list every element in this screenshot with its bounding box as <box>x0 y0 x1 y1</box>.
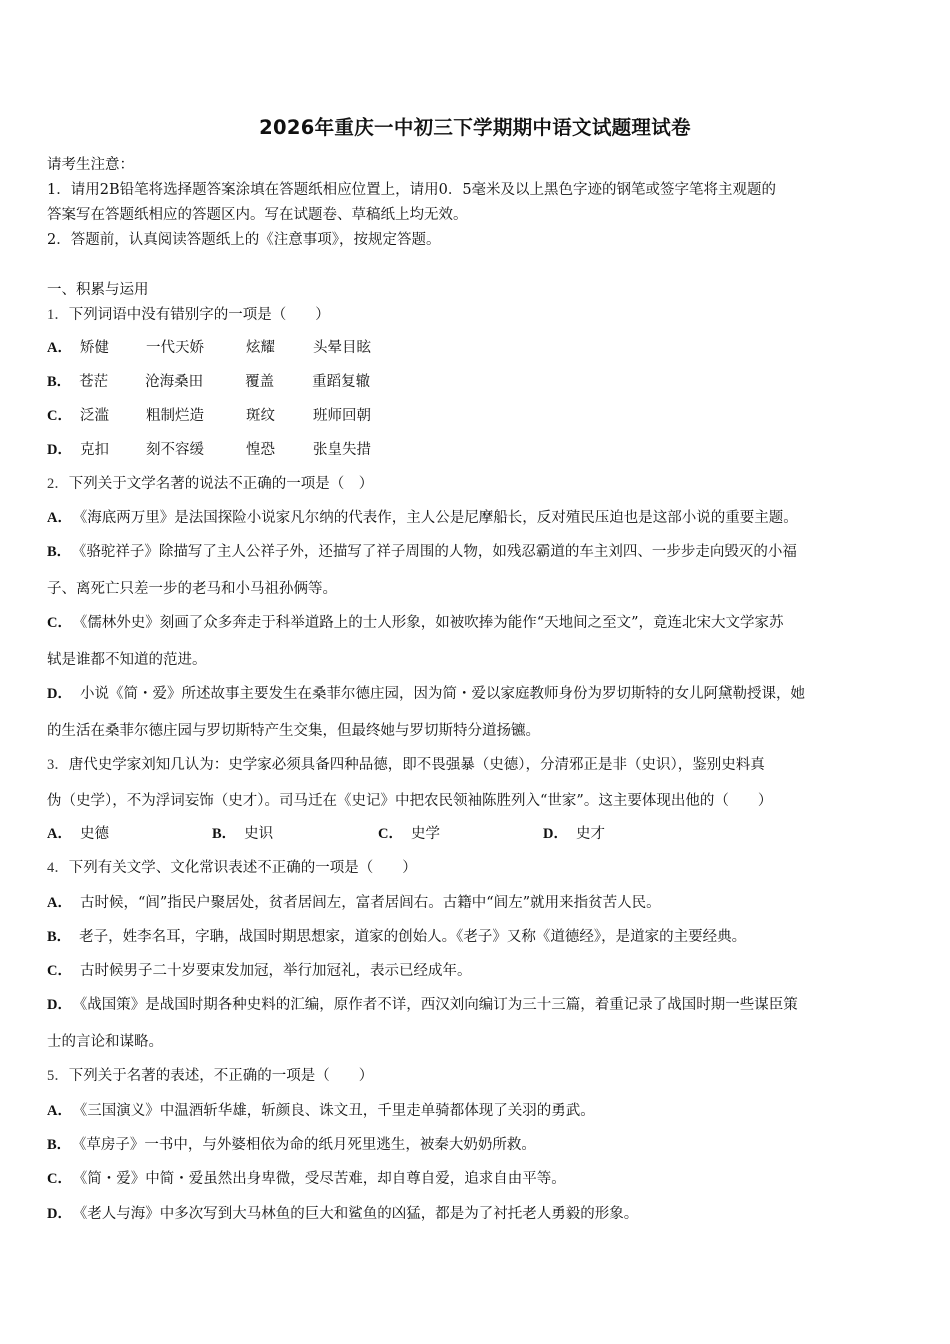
option-text: 《老人与海》中多次写到大马林鱼的巨大和鲨鱼的凶猛，都是为了衬托老人勇毅的形象。 <box>79 1206 639 1222</box>
option-text: 《三国演义》中温酒斩华雄，斩颜良、诛文丑，千里走单骑都体现了关羽的勇武。 <box>79 1103 595 1119</box>
q3-option-b <box>212 822 273 843</box>
section-heading: 一、积累与运用 <box>47 282 149 298</box>
q3-option-d <box>543 822 605 843</box>
option-label: D． <box>47 442 72 458</box>
option-text: 《骆驼祥子》除描写了主人公祥子外，还描写了祥子周围的人物，如残忍霸道的车主刘四、一步步走向毁灭的小福 <box>79 544 797 560</box>
q2-option-c-cont: 轼是谁都不知道的范进。 <box>47 652 207 668</box>
q4-option-d <box>47 993 798 1014</box>
question-text: 下列有关文学、文化常识表述不正确的一项是（ ） <box>68 860 417 876</box>
option-text: 《海底两万里》是法国探险小说家凡尔纳的代表作，主人公是尼摩船长，反对殖民压迫也是这部小说的重要主题。 <box>79 510 798 526</box>
option-word: 刻不容缓 <box>145 442 204 458</box>
question-text: 唐代史学家刘知几认为：史学家必须具备四种品德，即不畏强暴（史德），分清邪正是非（史识），鉴别史料真 <box>68 757 765 773</box>
option-word: 矫健 <box>79 340 109 356</box>
option-label: C． <box>47 408 72 424</box>
question-text: 下列关于文学名著的说法不正确的一项是（ ） <box>68 476 374 492</box>
q3-option-c <box>378 822 440 843</box>
q1-option-c <box>47 404 371 425</box>
page-title: 2026年重庆一中初三下学期期中语文试题理试卷 <box>259 116 691 139</box>
q5-option-a <box>47 1099 595 1120</box>
question-3-stem <box>47 753 765 774</box>
option-label: D． <box>47 686 72 702</box>
option-text: 古时候，“闾”指民户聚居处，贫者居闾左，富者居闾右。古籍中“闾左”就用来指贫苦人民。 <box>79 895 661 911</box>
question-text: 下列关于名著的表述，不正确的一项是（ ） <box>68 1068 374 1084</box>
option-label: D． <box>47 1206 72 1222</box>
option-text: 史学 <box>410 826 440 842</box>
option-word: 重蹈复辙 <box>312 374 371 390</box>
notice-line-1b: 答案写在答题纸相应的答题区内。写在试题卷、草稿纸上均无效。 <box>47 207 468 223</box>
question-5-stem <box>47 1064 373 1085</box>
option-text: 老子，姓李名耳，字聃，战国时期思想家，道家的创始人。《老子》又称《道德经》，是道家的主要经典。 <box>79 929 747 945</box>
question-2-stem <box>47 472 373 493</box>
question-4-stem <box>47 856 417 877</box>
option-text: 《草房子》一书中，与外婆相依为命的纸月死里逃生，被秦大奶奶所救。 <box>79 1137 536 1153</box>
option-word: 沧海桑田 <box>145 374 204 390</box>
question-number: 5． <box>47 1068 69 1084</box>
option-label: D． <box>47 997 72 1013</box>
option-word: 苍茫 <box>79 374 109 390</box>
option-text: 古时候男子二十岁要束发加冠，举行加冠礼，表示已经成年。 <box>79 963 472 979</box>
q5-option-c <box>47 1167 566 1188</box>
question-number: 2． <box>47 476 69 492</box>
option-label: C． <box>47 615 72 631</box>
option-text: 史才 <box>575 826 605 842</box>
question-number: 4． <box>47 860 69 876</box>
option-word: 张皇失措 <box>312 442 371 458</box>
option-label: B． <box>47 929 72 945</box>
option-text: 小说《简・爱》所述故事主要发生在桑菲尔德庄园，因为简・爱以家庭教师身份为罗切斯特的女儿阿黛勒授课，她 <box>79 686 805 702</box>
q4-option-d-cont: 士的言论和谋略。 <box>47 1034 163 1050</box>
option-label: B． <box>212 826 237 842</box>
q2-option-d <box>47 682 805 703</box>
question-number: 3． <box>47 757 69 773</box>
option-label: A． <box>47 340 72 356</box>
option-label: A． <box>47 510 72 526</box>
q2-option-c <box>47 611 784 632</box>
option-word: 炫耀 <box>245 340 275 356</box>
q3-option-a <box>47 822 109 843</box>
q4-option-a <box>47 891 661 912</box>
option-label: A． <box>47 826 72 842</box>
option-word: 泛滥 <box>79 408 109 424</box>
q2-option-b-cont: 子、离死亡只差一步的老马和小马祖孙俩等。 <box>47 581 337 597</box>
option-word: 覆盖 <box>245 374 275 390</box>
q4-option-c <box>47 959 471 980</box>
q1-option-a <box>47 336 371 357</box>
question-text: 下列词语中没有错别字的一项是（ ） <box>68 307 330 323</box>
q2-option-a <box>47 506 798 527</box>
option-label: A． <box>47 895 72 911</box>
option-text: 《战国策》是战国时期各种史料的汇编，原作者不详，西汉刘向编订为三十三篇，着重记录了战国时期一些谋臣策 <box>79 997 798 1013</box>
option-word: 惶恐 <box>245 442 275 458</box>
option-label: B． <box>47 544 72 560</box>
question-number: 1． <box>47 307 69 323</box>
option-word: 一代天娇 <box>145 340 204 356</box>
option-label: C． <box>378 826 403 842</box>
option-label: D． <box>543 826 568 842</box>
q5-option-b <box>47 1133 536 1154</box>
option-label: A． <box>47 1103 72 1119</box>
option-label: C． <box>47 963 72 979</box>
question-1-stem <box>47 303 330 324</box>
option-text: 史德 <box>79 826 109 842</box>
option-word: 粗制烂造 <box>145 408 204 424</box>
notice-line-1a: 1．请用2B铅笔将选择题答案涂填在答题纸相应位置上，请用0．5毫米及以上黑色字迹的钢笔或签字笔将主观题的 <box>47 182 777 198</box>
q5-option-d <box>47 1202 638 1223</box>
option-word: 班师回朝 <box>312 408 371 424</box>
option-text: 《简・爱》中简・爱虽然出身卑微，受尽苦难，却自尊自爱，追求自由平等。 <box>79 1171 566 1187</box>
option-label: C． <box>47 1171 72 1187</box>
q4-option-b <box>47 925 746 946</box>
option-word: 头晕目眩 <box>312 340 371 356</box>
option-label: B． <box>47 1137 72 1153</box>
option-word: 克扣 <box>79 442 109 458</box>
q2-option-b <box>47 540 797 561</box>
option-label: B． <box>47 374 72 390</box>
option-text: 《儒林外史》刻画了众多奔走于科举道路上的士人形象，如被吹捧为能作“天地间之至文”，竟连北宋大文学家苏 <box>79 615 784 631</box>
question-3-stem-cont: 伪（史学），不为浮词妄饰（史才）。司马迁在《史记》中把农民领袖陈胜列入“世家”。这主要体现出他的（ ） <box>47 793 773 809</box>
q1-option-b <box>47 370 370 391</box>
notice-heading: 请考生注意： <box>47 157 134 173</box>
option-text: 史识 <box>244 826 274 842</box>
notice-line-2: 2．答题前，认真阅读答题纸上的《注意事项》，按规定答题。 <box>47 232 441 248</box>
q1-option-d <box>47 438 371 459</box>
q2-option-d-cont: 的生活在桑菲尔德庄园与罗切斯特产生交集，但最终她与罗切斯特分道扬镳。 <box>47 723 540 739</box>
option-word: 斑纹 <box>245 408 275 424</box>
